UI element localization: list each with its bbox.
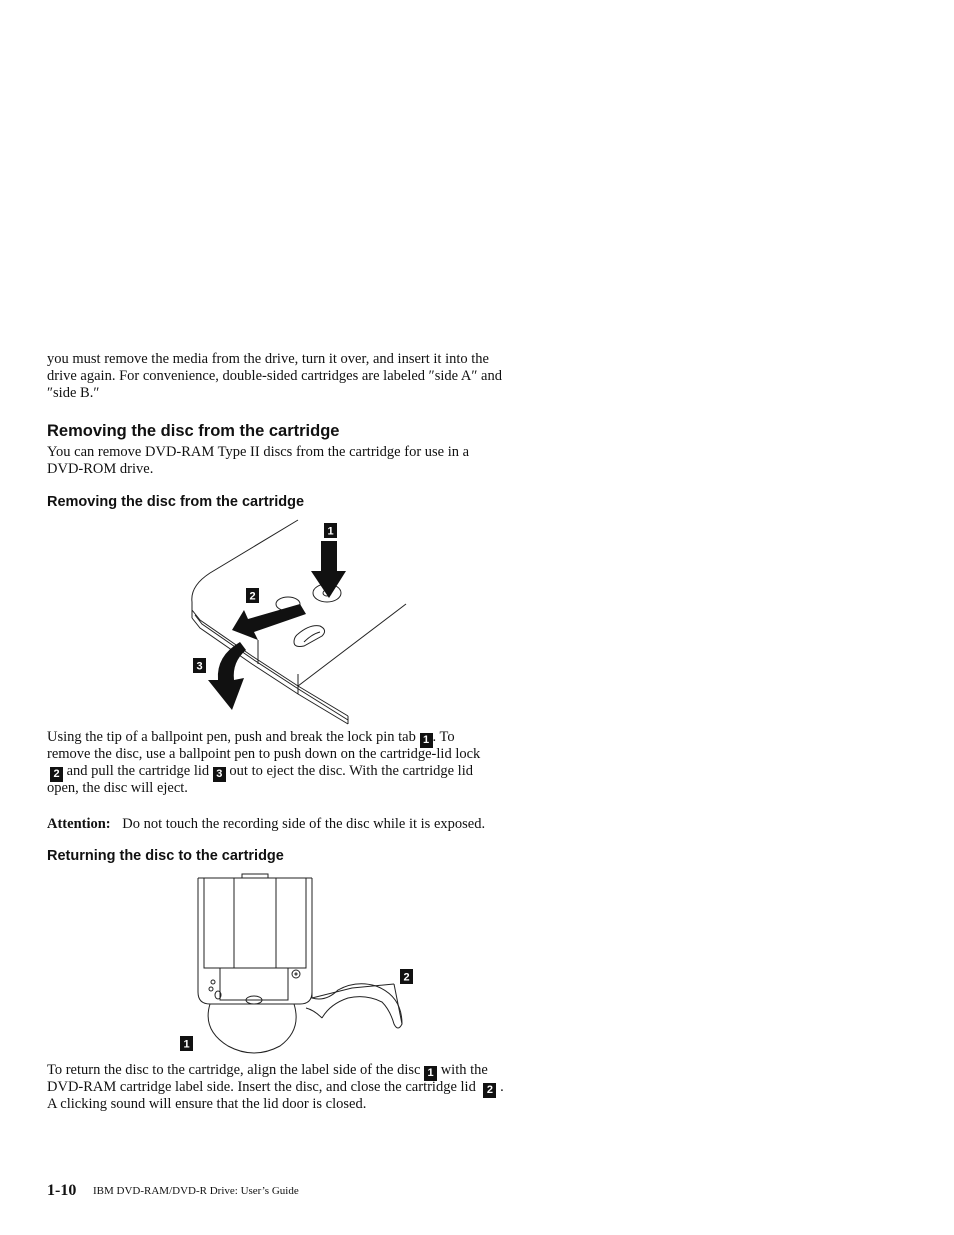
intro-line-3: ″side B.″ — [47, 385, 100, 401]
callout-2: 2 — [50, 767, 63, 782]
figure2-callout-1: 1 — [183, 1038, 190, 1051]
returning-line-2-tail: . — [500, 1079, 504, 1095]
intro-line-1: you must remove the media from the drive, turn it over, and insert it into the — [47, 351, 489, 367]
removing-line-2: remove the disc, use a ballpoint pen to push down on the cartridge-lid lock — [47, 746, 481, 762]
callout-1: 1 — [420, 733, 433, 748]
section-line-1: You can remove DVD-RAM Type II discs from the cartridge for use in a — [47, 444, 470, 460]
intro-line-2: drive again. For convenience, double-sided cartridges are labeled ″side A″ and — [47, 368, 502, 384]
callout-return-2: 2 — [483, 1083, 496, 1098]
section-line-2: DVD-ROM drive. — [47, 461, 154, 477]
figure2-heading: Returning the disc to the cartridge — [47, 848, 284, 864]
returning-line-3: A clicking sound will ensure that the lid door is closed. — [47, 1096, 367, 1112]
figure2-callout-2: 2 — [403, 971, 410, 984]
arrow-1-icon — [311, 541, 346, 598]
removing-disc-illustration — [180, 518, 420, 728]
figure1-callout-1: 1 — [327, 525, 334, 538]
returning-line-1-tail: with the — [437, 1062, 488, 1078]
attention-text: Do not touch the recording side of the disc while it is exposed. — [122, 816, 486, 832]
returning-disc-illustration — [176, 870, 426, 1060]
figure1-callout-3: 3 — [196, 660, 203, 673]
removing-line-4: open, the disc will eject. — [47, 780, 188, 796]
arrow-3-icon — [208, 642, 246, 710]
page-number: 1-10 — [47, 1182, 77, 1199]
removing-line-1-text: Using the tip of a ballpoint pen, push and break the lock pin tab — [47, 729, 416, 745]
callout-return-1: 1 — [424, 1066, 437, 1081]
returning-line-1-text: To return the disc to the cartridge, align the label side of the disc — [47, 1062, 421, 1078]
attention-note — [47, 816, 485, 833]
removing-line-3-tail: out to eject the disc. With the cartridge lid — [225, 763, 473, 779]
callout-3: 3 — [213, 767, 226, 782]
returning-line-2-text: DVD-RAM cartridge label side. Insert the disc, and close the cartridge lid — [47, 1079, 476, 1095]
removing-line-1-tail: . To — [432, 729, 455, 745]
attention-label: Attention: — [47, 816, 111, 832]
section-heading: Removing the disc from the cartridge — [47, 422, 340, 440]
footer-title: IBM DVD-RAM/DVD-R Drive: User’s Guide — [93, 1185, 299, 1197]
arrow-2-icon — [232, 604, 306, 640]
figure1-callout-2: 2 — [249, 590, 256, 603]
figure1-heading: Removing the disc from the cartridge — [47, 494, 305, 510]
removing-line-3-text: and pull the cartridge lid — [63, 763, 210, 779]
